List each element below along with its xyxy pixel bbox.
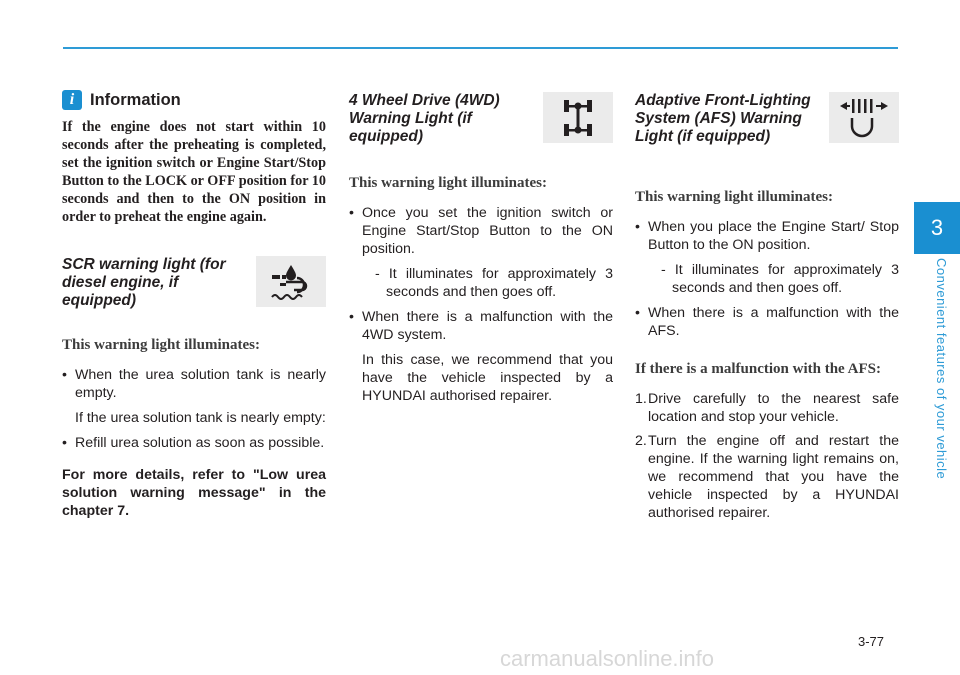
4wd-section-header — [349, 92, 613, 146]
afs-bullet-1: • When you place the Engine Start/ Stop Button to the ON position. — [635, 218, 899, 254]
4wd-bullet-1-sub: - It illuminates for approximately 3 seconds and then goes off. — [375, 266, 613, 300]
afs-step-1 — [635, 390, 899, 426]
scr-illuminates-heading: This warning light illuminates: — [62, 337, 260, 353]
chapter-title: Convenient features of your vehicle — [934, 258, 949, 480]
header-rule — [63, 47, 898, 49]
4wd-warning-icon — [543, 92, 613, 143]
urea-warning-icon — [256, 256, 326, 307]
scr-bullet-1: • When the urea solution tank is nearly empty. — [62, 366, 326, 402]
scr-bullet-2: • Refill urea solution as soon as possible. — [62, 434, 326, 452]
afs-step-2-text: Turn the engine off and restart the engine. If the warning light remains on, we recommend that you have the vehicle inspected by a HYUNDAI authorised repairer. — [648, 433, 899, 521]
4wd-illuminates-heading: This warning light illuminates: — [349, 175, 547, 191]
afs-malfunction-heading: If there is a malfunction with the AFS: — [635, 361, 881, 377]
afs-section-header — [635, 92, 899, 146]
column-middle — [349, 90, 613, 412]
watermark: carmanualsonline.info — [500, 646, 715, 671]
4wd-title: 4 Wheel Drive (4WD) Warning Light (if equipped) — [349, 92, 500, 145]
information-title: Information — [90, 90, 181, 109]
afs-step-1-text: Drive carefully to the nearest safe location and stop your vehicle. — [648, 391, 899, 425]
scr-section-header — [62, 256, 326, 310]
afs-warning-icon — [829, 92, 899, 143]
information-heading — [62, 90, 326, 110]
afs-title: Adaptive Front-Lighting System (AFS) Warning Light (if equipped) — [635, 92, 811, 145]
4wd-bullet-2: • When there is a malfunction with the 4WD system. — [349, 308, 613, 344]
afs-illuminates-heading: This warning light illuminates: — [635, 189, 833, 205]
info-icon: i — [62, 90, 82, 110]
information-body: If the engine does not start within 10 seconds after the preheating is completed, set the ignition switch or Engine Start/Stop Button to the LOCK or OFF position for 10 seconds and then to the ON position in order to preheat the engine again. — [62, 119, 326, 225]
afs-step-2 — [635, 432, 899, 522]
afs-bullet-1-sub: - It illuminates for approximately 3 seconds and then goes off. — [661, 262, 899, 296]
scr-title: SCR warning light (for diesel engine, if equipped) — [62, 256, 226, 309]
afs-step-1-number: 1. — [635, 391, 647, 407]
page-number: 3-77 — [858, 634, 885, 649]
column-right — [635, 90, 899, 528]
afs-step-2-number: 2. — [635, 433, 647, 449]
chapter-tab: 3 — [914, 202, 960, 254]
4wd-bullet-1: • Once you set the ignition switch or Engine Start/Stop Button to the ON position. — [349, 204, 613, 258]
column-left — [62, 90, 326, 520]
4wd-bullet-2-note: In this case, we recommend that you have the vehicle inspected by a HYUNDAI authorised repairer. — [362, 352, 613, 404]
afs-bullet-2: • When there is a malfunction with the AFS. — [635, 304, 899, 340]
scr-details: For more details, refer to "Low urea solution warning message" in the chapter 7. — [62, 467, 326, 519]
scr-bullet-1-note: If the urea solution tank is nearly empty: — [75, 410, 326, 426]
